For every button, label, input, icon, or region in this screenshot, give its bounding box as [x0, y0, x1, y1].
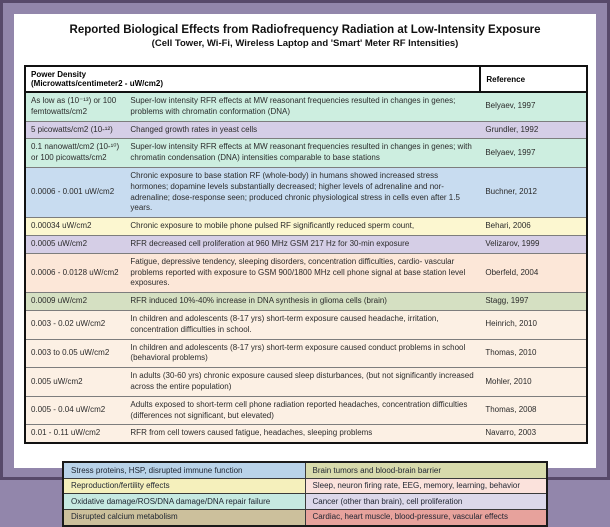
power-cell: 0.005 uW/cm2 — [25, 368, 125, 397]
table-row — [25, 235, 587, 253]
effect-cell: Fatigue, depressive tendency, sleeping disorders, concentration difficulties, cardio- vascular problems reported with exposure to GSM 900/1800 MHz cell phone signal at base station level exposures. — [125, 253, 480, 292]
effects-table — [24, 65, 588, 444]
page-title: Reported Biological Effects from Radiofrequency Radiation at Low-Intensity Exposure — [24, 24, 586, 36]
page-subtitle: (Cell Tower, Wi-Fi, Wireless Laptop and 'Smart' Meter RF Intensities) — [24, 38, 586, 49]
reference-cell: Thomas, 2008 — [480, 396, 587, 425]
table-row — [25, 396, 587, 425]
legend-table — [62, 461, 548, 526]
effect-cell: RFR induced 10%-40% increase in DNA synthesis in glioma cells (brain) — [125, 293, 480, 311]
reference-cell: Belyaev, 1997 — [480, 139, 587, 168]
table-row — [25, 339, 587, 368]
reference-cell: Navarro, 2003 — [480, 425, 587, 443]
table-row — [25, 253, 587, 292]
power-cell: 0.1 nanowatt/cm2 (10-¹⁰) or 100 picowatts/cm2 — [25, 139, 125, 168]
legend-row — [63, 494, 547, 510]
power-cell: 0.0009 uW/cm2 — [25, 293, 125, 311]
legend-cell: Cardiac, heart muscle, blood-pressure, vascular effects — [305, 509, 547, 525]
table-row — [25, 293, 587, 311]
legend-cell: Reproduction/fertility effects — [63, 478, 305, 494]
header-reference: Reference — [480, 66, 587, 92]
legend-cell: Cancer (other than brain), cell proliferation — [305, 494, 547, 510]
power-cell: 0.0006 - 0.001 uW/cm2 — [25, 167, 125, 217]
power-cell: As low as (10⁻¹³) or 100 femtowatts/cm2 — [25, 92, 125, 121]
effect-cell: Chronic exposure to mobile phone pulsed RF significantly reduced sperm count, — [125, 218, 480, 236]
reference-cell: Grundler, 1992 — [480, 121, 587, 139]
reference-cell: Heinrich, 2010 — [480, 310, 587, 339]
legend-row — [63, 462, 547, 478]
legend-row — [63, 509, 547, 525]
reference-cell: Stagg, 1997 — [480, 293, 587, 311]
effect-cell: Changed growth rates in yeast cells — [125, 121, 480, 139]
legend-cell: Brain tumors and blood-brain barrier — [305, 462, 547, 478]
legend-cell: Stress proteins, HSP, disrupted immune function — [63, 462, 305, 478]
table-row — [25, 139, 587, 168]
table-row — [25, 121, 587, 139]
header-power-density — [25, 66, 480, 92]
table-row — [25, 310, 587, 339]
reference-cell: Belyaev, 1997 — [480, 92, 587, 121]
document-page — [14, 14, 596, 468]
legend-cell: Sleep, neuron firing rate, EEG, memory, learning, behavior — [305, 478, 547, 494]
legend-row — [63, 478, 547, 494]
effect-cell: In children and adolescents (8-17 yrs) short-term exposure caused conduct problems in school (behavioral problems) — [125, 339, 480, 368]
reference-cell: Oberfeld, 2004 — [480, 253, 587, 292]
effect-cell: RFR decreased cell proliferation at 960 MHz GSM 217 Hz for 30-min exposure — [125, 235, 480, 253]
effect-cell: In adults (30-60 yrs) chronic exposure caused sleep disturbances, (but not significantly increased across the entire population) — [125, 368, 480, 397]
reference-cell: Thomas, 2010 — [480, 339, 587, 368]
power-cell: 0.003 to 0.05 uW/cm2 — [25, 339, 125, 368]
legend-cell: Disrupted calcium metabolism — [63, 509, 305, 525]
table-row — [25, 368, 587, 397]
table-header-row — [25, 66, 587, 92]
power-cell: 0.003 - 0.02 uW/cm2 — [25, 310, 125, 339]
effect-cell: In children and adolescents (8-17 yrs) short-term exposure caused headache, irritation, concentration difficulties in school. — [125, 310, 480, 339]
power-cell: 5 picowatts/cm2 (10-¹²) — [25, 121, 125, 139]
header-power-density-line1: Power Density — [31, 70, 474, 79]
table-row — [25, 167, 587, 217]
reference-cell: Buchner, 2012 — [480, 167, 587, 217]
effect-cell: Super-low intensity RFR effects at MW reasonant frequencies resulted in changes in genes; problems with chromatin conformation (DNA) — [125, 92, 480, 121]
power-cell: 0.0006 - 0.0128 uW/cm2 — [25, 253, 125, 292]
reference-cell: Velizarov, 1999 — [480, 235, 587, 253]
reference-cell: Mohler, 2010 — [480, 368, 587, 397]
effect-cell: RFR from cell towers caused fatigue, headaches, sleeping problems — [125, 425, 480, 443]
power-cell: 0.0005 uW/cm2 — [25, 235, 125, 253]
table-row — [25, 425, 587, 443]
power-cell: 0.00034 uW/cm2 — [25, 218, 125, 236]
legend-cell: Oxidative damage/ROS/DNA damage/DNA repair failure — [63, 494, 305, 510]
power-cell: 0.005 - 0.04 uW/cm2 — [25, 396, 125, 425]
table-row — [25, 218, 587, 236]
effect-cell: Chronic exposure to base station RF (whole-body) in humans showed increased stress hormones; dopamine levels substantially decreased; higher levels of adrenaline and nor-adrenaline; dose-response seen; produced chronic physiological stress in cells even after 1.5 years. — [125, 167, 480, 217]
effect-cell: Adults exposed to short-term cell phone radiation reported headaches, concentration difficulties (differences not significant, but elevated) — [125, 396, 480, 425]
power-cell: 0.01 - 0.11 uW/cm2 — [25, 425, 125, 443]
effect-cell: Super-low intensity RFR effects at MW reasonant frequencies resulted in changes in genes; with chromatin condensation (DNA) intensities comparable to base stations — [125, 139, 480, 168]
table-row — [25, 92, 587, 121]
reference-cell: Behari, 2006 — [480, 218, 587, 236]
header-power-density-line2: (Microwatts/centimeter2 - uW/cm2) — [31, 79, 474, 88]
